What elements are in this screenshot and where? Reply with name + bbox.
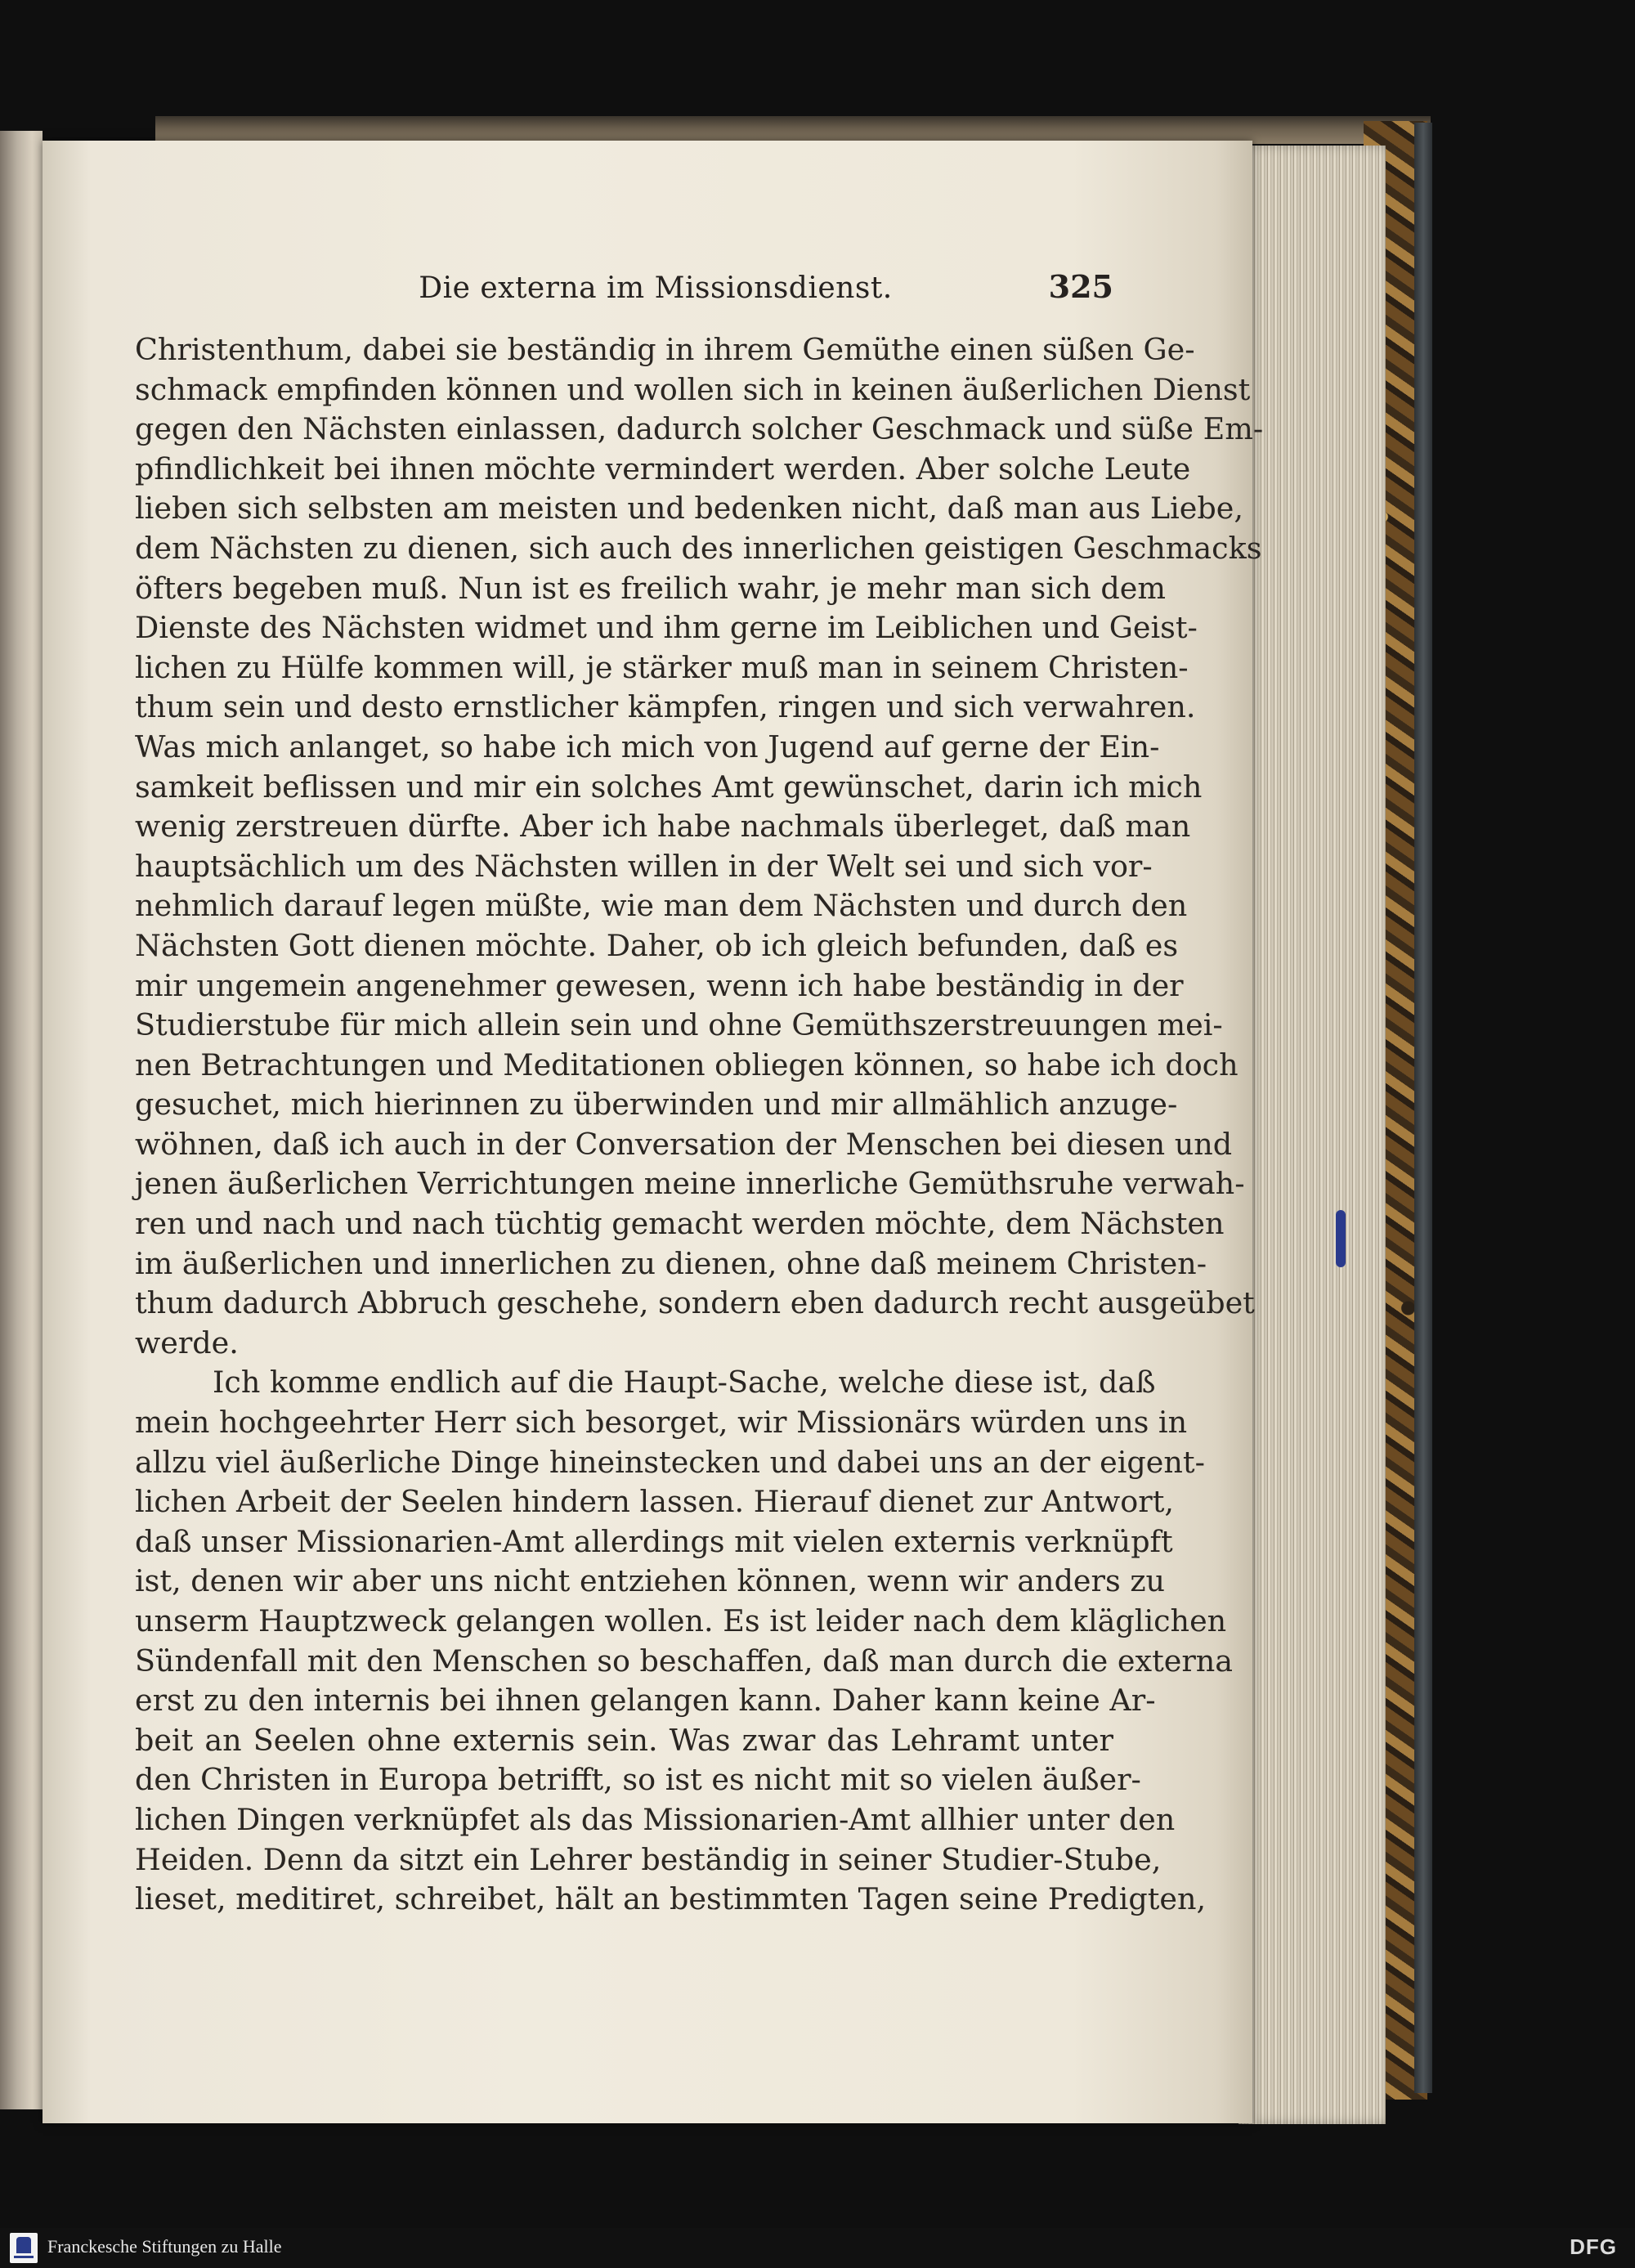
text-line: daß unser Missionarien-Amt allerdings mit vielen externis verknüpft	[135, 1523, 1173, 1559]
text-line: mir ungemein angenehmer gewesen, wenn ich habe beständig in der	[135, 967, 1184, 1003]
text-line: gegen den Nächsten einlassen, dadurch solcher Geschmack und süße Em-	[135, 411, 1264, 447]
running-head	[198, 263, 1113, 312]
page-marker	[1336, 1210, 1346, 1267]
text-line: dem Nächsten zu dienen, sich auch des innerlichen geistigen Geschmacks	[135, 530, 1262, 566]
text-line: lichen zu Hülfe kommen will, je stärker muß man in seinem Christen-	[135, 649, 1189, 685]
viewer-footer	[0, 2228, 1635, 2268]
text-line: nehmlich darauf legen müßte, wie man dem Nächsten und durch den	[135, 888, 1188, 924]
text-line: werde.	[135, 1324, 239, 1360]
text-line: lichen Arbeit der Seelen hindern lassen. Hierauf dienet zur Antwort,	[135, 1484, 1174, 1520]
text-line: schmack empfinden können und wollen sich in keinen äußerlichen Dienst	[135, 371, 1251, 407]
book-binding	[1414, 123, 1432, 2093]
text-line: den Christen in Europa betrifft, so ist es nicht mit so vielen äußer-	[135, 1762, 1141, 1798]
institution-logo-icon	[10, 2233, 38, 2263]
text-line: im äußerlichen und innerlichen zu dienen, ohne daß meinem Christen-	[135, 1245, 1207, 1281]
text-line: Studierstube für mich allein sein und ohne Gemüthszerstreuungen mei-	[135, 1007, 1223, 1043]
text-line: pfindlichkeit bei ihnen möchte vermindert werden. Aber solche Leute	[135, 450, 1191, 486]
institution-name: Franckesche Stiftungen zu Halle	[47, 2236, 282, 2257]
text-line: thum sein und desto ernstlicher kämpfen, ringen und sich verwahren.	[135, 689, 1196, 725]
funder-logo: DFG	[1570, 2234, 1617, 2259]
text-line: beit an Seelen ohne externis sein. Was zwar das Lehramt unter	[135, 1722, 1113, 1758]
text-line: lichen Dingen verknüpfet als das Missionarien-Amt allhier unter den	[135, 1801, 1176, 1837]
body-text	[135, 330, 1264, 1920]
text-line: allzu viel äußerliche Dinge hineinstecken und dabei uns an der eigent-	[135, 1444, 1205, 1480]
text-line: Sündenfall mit den Menschen so beschaffen, daß man durch die externa	[135, 1643, 1234, 1679]
book-page	[43, 141, 1264, 2123]
book-top-edge	[155, 116, 1431, 144]
page-number: 325	[1048, 268, 1113, 305]
text-line: Heiden. Denn da sitzt ein Lehrer beständig in seiner Studier-Stube,	[135, 1841, 1162, 1877]
text-line: erst zu den internis bei ihnen gelangen kann. Daher kann keine Ar-	[135, 1683, 1156, 1719]
text-line: lieben sich selbsten am meisten und bedenken nicht, daß man aus Liebe,	[135, 491, 1243, 527]
left-facing-page	[0, 131, 43, 2109]
text-line: wöhnen, daß ich auch in der Conversation der Menschen bei diesen und	[135, 1126, 1233, 1162]
text-line: ren und nach und nach tüchtig gemacht werden möchte, dem Nächsten	[135, 1206, 1225, 1242]
running-title: Die externa im Missionsdienst.	[419, 271, 893, 305]
text-line: Ich komme endlich auf die Haupt-Sache, welche diese ist, daß	[213, 1365, 1156, 1401]
text-line: Was mich anlanget, so habe ich mich von Jugend auf gerne der Ein-	[135, 728, 1160, 764]
text-line: Nächsten Gott dienen möchte. Daher, ob ich gleich befunden, daß es	[135, 927, 1179, 963]
text-line: thum dadurch Abbruch geschehe, sondern eben dadurch recht ausgeübet	[135, 1285, 1255, 1321]
text-line: lieset, meditiret, schreibet, hält an bestimmten Tagen seine Predigten,	[135, 1881, 1207, 1917]
text-line: öfters begeben muß. Nun ist es freilich wahr, je mehr man sich dem	[135, 570, 1166, 606]
text-line: unserm Hauptzweck gelangen wollen. Es ist leider nach dem kläglichen	[135, 1603, 1227, 1638]
text-line: Dienste des Nächsten widmet und ihm gerne im Leiblichen und Geist-	[135, 610, 1198, 646]
text-line: hauptsächlich um des Nächsten willen in der Welt sei und sich vor-	[135, 848, 1153, 884]
text-line: wenig zerstreuen dürfte. Aber ich habe nachmals überleget, daß man	[135, 809, 1191, 845]
text-line: Christenthum, dabei sie beständig in ihrem Gemüthe einen süßen Ge-	[135, 332, 1195, 367]
text-line: samkeit beflissen und mir ein solches Amt gewünschet, darin ich mich	[135, 769, 1203, 805]
text-line: ist, denen wir aber uns nicht entziehen können, wenn wir anders zu	[135, 1563, 1166, 1599]
text-line: mein hochgeehrter Herr sich besorget, wir Missionärs würden uns in	[135, 1405, 1188, 1441]
text-line: nen Betrachtungen und Meditationen obliegen können, so habe ich doch	[135, 1047, 1239, 1082]
text-line: gesuchet, mich hierinnen zu überwinden und mir allmählich anzuge-	[135, 1087, 1178, 1123]
text-line: jenen äußerlichen Verrichtungen meine innerliche Gemüthsruhe verwah-	[135, 1166, 1245, 1202]
